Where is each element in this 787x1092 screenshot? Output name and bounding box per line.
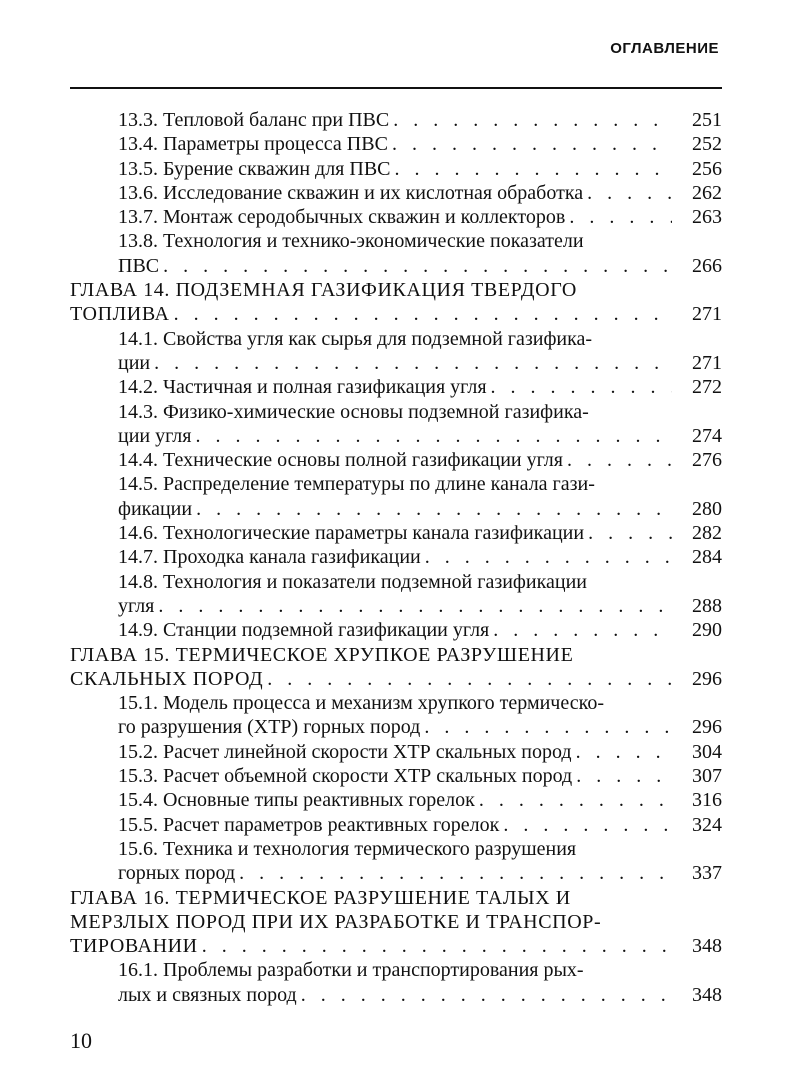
toc-entry-line <box>70 667 722 691</box>
toc-entry-text: 15.3. Расчет объемной скорости ХТР скальных пород <box>118 765 573 788</box>
toc-entry-text: 16.1. Проблемы разработки и транспортирования рых- <box>118 959 584 982</box>
toc-entry-line <box>118 351 722 375</box>
toc-section <box>70 157 722 181</box>
dot-leader <box>563 448 672 472</box>
toc-entry-text: ГЛАВА 14. ПОДЗЕМНАЯ ГАЗИФИКАЦИЯ ТВЕРДОГО <box>70 279 577 302</box>
toc-entry-line <box>118 788 722 812</box>
toc-entry-text: ции угля <box>118 424 192 447</box>
toc-page-number: 348 <box>692 983 722 1006</box>
dot-leader <box>572 764 672 788</box>
toc-entry-line <box>118 497 722 521</box>
toc-entry-text: фикации <box>118 497 193 520</box>
toc-entry-text: 13.7. Монтаж серодобычных скважин и коллекторов <box>118 206 566 229</box>
dot-leader <box>154 594 672 618</box>
toc-section <box>70 740 722 764</box>
toc-entry-text: МЕРЗЛЫХ ПОРОД ПРИ ИХ РАЗРАБОТКЕ И ТРАНСПОР- <box>70 910 602 933</box>
dot-leader <box>420 715 672 739</box>
dot-leader <box>475 788 672 812</box>
toc-entry-text: ТОПЛИВА <box>70 303 170 326</box>
toc-entry-line <box>118 813 722 837</box>
toc-entry-line <box>70 910 722 934</box>
toc-page-number: 271 <box>692 303 722 326</box>
toc-entry-line <box>70 934 722 958</box>
dot-leader <box>263 667 672 691</box>
toc-entry-line <box>70 643 722 667</box>
toc-entry-text: 14.2. Частичная и полная газификация угля <box>118 376 487 399</box>
toc-section <box>70 958 722 1007</box>
toc-entry-text: 13.4. Параметры процесса ПВС <box>118 133 388 156</box>
toc-entry-text: ТИРОВАНИИ <box>70 935 198 958</box>
toc-entry-line <box>118 594 722 618</box>
toc-section <box>70 108 722 132</box>
toc-section <box>70 327 722 376</box>
toc-entry-text: 15.1. Модель процесса и механизм хрупкого термическо- <box>118 692 604 715</box>
toc-section <box>70 205 722 229</box>
toc-page-number: 272 <box>692 376 722 399</box>
toc-section <box>70 229 722 278</box>
toc-entry-line <box>70 886 722 910</box>
dot-leader <box>391 157 673 181</box>
toc-page-number: 296 <box>692 716 722 739</box>
toc-entry-line <box>118 132 722 156</box>
toc-entry-text: ПВС <box>118 254 160 277</box>
toc-entry-line <box>70 278 722 302</box>
toc-entry-line <box>118 837 722 861</box>
dot-leader <box>489 618 672 642</box>
dot-leader <box>235 861 672 885</box>
running-header: ОГЛАВЛЕНИЕ <box>610 40 719 57</box>
toc-entry-line <box>118 958 722 982</box>
toc-entry-text: 14.3. Физико-химические основы подземной газифика- <box>118 400 589 423</box>
toc-page-number: 262 <box>692 181 722 204</box>
toc-entry-text: 15.4. Основные типы реактивных горелок <box>118 789 475 812</box>
toc-section <box>70 375 722 399</box>
header-rule <box>70 87 722 89</box>
toc-entry-line <box>118 983 722 1007</box>
toc-entry-text: го разрушения (ХТР) горных пород <box>118 716 421 739</box>
toc-entry-line <box>118 448 722 472</box>
dot-leader <box>198 934 672 958</box>
toc-page-number: 280 <box>692 497 722 520</box>
toc-page-number: 271 <box>692 351 722 374</box>
toc-page-number: 290 <box>692 619 722 642</box>
toc-page-number: 296 <box>692 667 722 690</box>
toc-section <box>70 132 722 156</box>
dot-leader <box>150 351 672 375</box>
toc-section <box>70 545 722 569</box>
dot-leader <box>389 108 672 132</box>
toc-entry-line <box>118 861 722 885</box>
dot-leader <box>421 545 672 569</box>
toc-page-number: 266 <box>692 254 722 277</box>
dot-leader <box>583 181 672 205</box>
toc-entry-line <box>118 472 722 496</box>
toc-entry-text: ГЛАВА 16. ТЕРМИЧЕСКОЕ РАЗРУШЕНИЕ ТАЛЫХ И <box>70 886 571 909</box>
toc-entry-line <box>118 424 722 448</box>
toc-entry-line <box>118 764 722 788</box>
dot-leader <box>584 521 672 545</box>
toc-section <box>70 691 722 740</box>
toc-section <box>70 400 722 449</box>
toc-page-number: 252 <box>692 133 722 156</box>
toc-chapter <box>70 643 722 692</box>
toc-entry-text: 14.8. Технология и показатели подземной газификации <box>118 570 587 593</box>
toc-entry-text: ции <box>118 351 151 374</box>
toc-entry-text: 14.7. Проходка канала газификации <box>118 546 421 569</box>
toc-section <box>70 448 722 472</box>
toc-entry-line <box>118 229 722 253</box>
toc-entry-text: 14.1. Свойства угля как сырья для подземной газифика- <box>118 327 593 350</box>
toc-section <box>70 837 722 886</box>
toc-entry-text: лых и связных пород <box>118 983 297 1006</box>
toc-entry-text: 13.3. Тепловой баланс при ПВС <box>118 109 390 131</box>
toc-entry-line <box>118 327 722 351</box>
dot-leader <box>297 983 672 1007</box>
toc-section <box>70 764 722 788</box>
toc-page-number: 276 <box>692 449 722 472</box>
toc-section <box>70 181 722 205</box>
toc-page-number: 251 <box>692 109 722 131</box>
toc-chapter <box>70 278 722 327</box>
toc-section <box>70 521 722 545</box>
toc-entry-line <box>118 181 722 205</box>
toc-page-number: 337 <box>692 862 722 885</box>
toc-section <box>70 813 722 837</box>
toc-entry-text: 14.6. Технологические параметры канала газификации <box>118 522 585 545</box>
toc-page-number: 282 <box>692 522 722 545</box>
toc-entry-line <box>118 108 722 132</box>
toc-entry-line <box>118 740 722 764</box>
dot-leader <box>572 740 672 764</box>
toc-section <box>70 472 722 521</box>
toc-page-number: 256 <box>692 157 722 180</box>
toc-entry-text: 15.6. Техника и технология термического разрушения <box>118 837 577 860</box>
toc-entry-line <box>118 205 722 229</box>
toc-entry-line <box>118 521 722 545</box>
dot-leader <box>191 424 672 448</box>
toc-page-number: 304 <box>692 740 722 763</box>
toc-entry-text: 13.6. Исследование скважин и их кислотная обработка <box>118 181 584 204</box>
toc-page-number: 348 <box>692 935 722 958</box>
toc-chapter <box>70 886 722 959</box>
table-of-contents <box>70 108 722 1007</box>
dot-leader <box>499 813 672 837</box>
page-number: 10 <box>70 1028 92 1053</box>
dot-leader <box>565 205 672 229</box>
toc-entry-line <box>118 715 722 739</box>
toc-section <box>70 570 722 619</box>
dot-leader <box>170 302 672 326</box>
toc-entry-text: 14.4. Технические основы полной газификации угля <box>118 449 563 472</box>
toc-page-number: 288 <box>692 594 722 617</box>
toc-entry-text: горных пород <box>118 862 236 885</box>
toc-entry-text: угля <box>118 594 155 617</box>
toc-page-number: 284 <box>692 546 722 569</box>
toc-entry-text: ГЛАВА 15. ТЕРМИЧЕСКОЕ ХРУПКОЕ РАЗРУШЕНИЕ <box>70 643 574 666</box>
toc-section <box>70 618 722 642</box>
toc-entry-text: 13.5. Бурение скважин для ПВС <box>118 157 391 180</box>
toc-page-number: 263 <box>692 206 722 229</box>
toc-entry-line <box>118 375 722 399</box>
toc-entry-line <box>118 618 722 642</box>
toc-entry-line <box>118 570 722 594</box>
toc-entry-line <box>118 400 722 424</box>
toc-entry-line <box>118 545 722 569</box>
toc-section <box>70 788 722 812</box>
toc-entry-line <box>118 157 722 181</box>
toc-page-number: 316 <box>692 789 722 812</box>
toc-entry-text: 15.2. Расчет линейной скорости ХТР скальных пород <box>118 740 572 763</box>
toc-entry-line <box>118 691 722 715</box>
toc-entry-text: 13.8. Технология и технико-экономические показатели <box>118 230 584 253</box>
toc-entry-text: 14.5. Распределение температуры по длине канала гази- <box>118 473 595 496</box>
toc-entry-line <box>70 302 722 326</box>
dot-leader <box>388 132 672 156</box>
dot-leader <box>159 254 672 278</box>
toc-entry-line <box>118 254 722 278</box>
toc-entry-text: 15.5. Расчет параметров реактивных горелок <box>118 813 500 836</box>
dot-leader <box>487 375 672 399</box>
toc-entry-text: СКАЛЬНЫХ ПОРОД <box>70 667 264 690</box>
toc-page-number: 307 <box>692 765 722 788</box>
toc-page-number: 274 <box>692 424 722 447</box>
toc-entry-text: 14.9. Станции подземной газификации угля <box>118 619 490 642</box>
toc-page-number: 324 <box>692 813 722 836</box>
dot-leader <box>192 497 672 521</box>
